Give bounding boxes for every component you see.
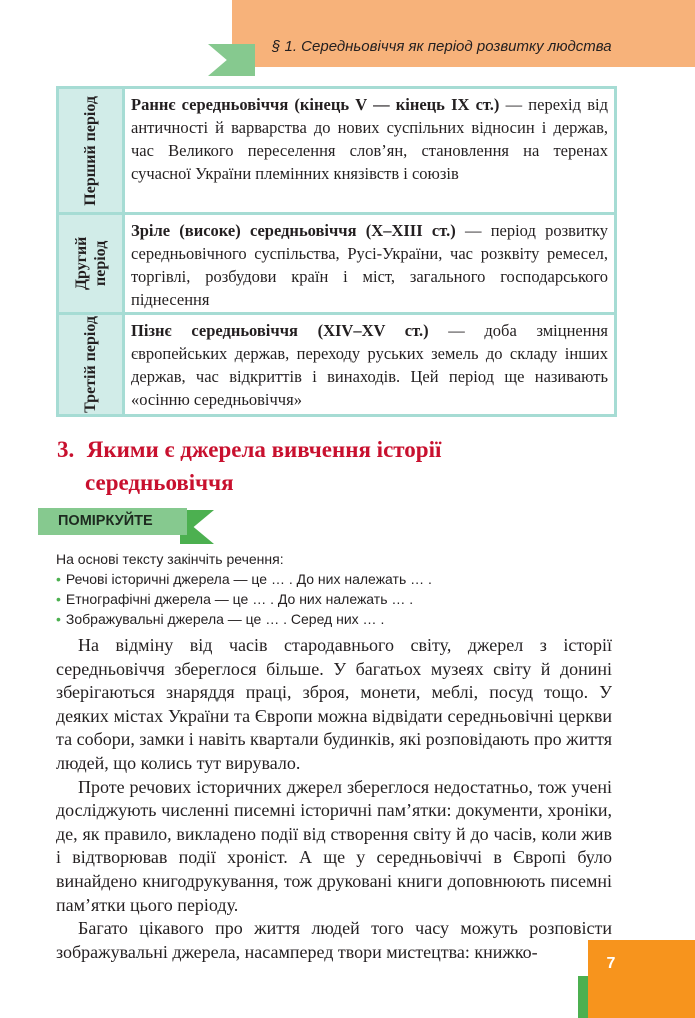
period-side-cell [59, 89, 125, 212]
period-row [59, 89, 614, 215]
period-side-label: Другий період [72, 236, 109, 291]
body-text [56, 634, 612, 964]
page-number-stripe [578, 976, 588, 1018]
period-side-label: Третій період [82, 316, 99, 413]
periods-table [56, 86, 617, 417]
paragraph: Проте речових історичних джерел збереглося недостатньо, тож учені досліджують численні писемні історичні пам’ятки: документи, хроніки, де, як правило, викладено події від створення світу й до часів, коли жив і відтворював події хроніст. А ще у середньовіччі в Європі було винайдено книгодрукування, тож друковані книги доповнюють писемні пам’ятки цього періоду. [56, 776, 612, 915]
running-header: § 1. Середньовіччя як період розвитку людства [272, 38, 612, 55]
think-task [56, 549, 616, 629]
period-text: — період розвитку середньовічного суспільства, Русі-України, час розквіту ремесел, торгівлі, розбудови країн і міст, загального господарського піднесення [131, 221, 608, 309]
period-description [125, 215, 614, 312]
section-title-line2: середньовіччя [85, 470, 234, 495]
period-name: Раннє середньовіччя (кінець V — кінець IX ст.) [131, 95, 500, 114]
section-title-line1: Якими є джерела вивчення історії [86, 437, 442, 462]
task-item-text: Зображувальні джерела — це … . Серед них … . [65, 611, 385, 627]
period-side-cell [59, 215, 125, 312]
period-side-label: Перший період [82, 95, 99, 206]
period-text: — доба зміцнення європейських держав, переходу руських земель до складу інших держав, час відкриттів і винаходів. Цей період ще називають «осінню середньовіччя» [131, 321, 608, 409]
period-side-cell [59, 315, 125, 414]
paragraph: На відміну від часів стародавнього світу, джерел з історії середньовіччя збереглося більше. У багатьох музеях світу й донині зберігаються знаряддя праці, зброя, монети, меблі, посуд тощо. У деяких містах України та Європи можна відвідати середньовічні церкви та собори, замки і навіть квартали будинків, які розповідають про життя людей, що колись тут вирувало. [56, 635, 612, 773]
task-item-text: Речові історичні джерела — це … . До них належать … . [65, 571, 432, 587]
task-intro: На основі тексту закінчіть речення: [56, 551, 284, 567]
period-name: Пізнє середньовіччя (XIV–XV ст.) [131, 321, 429, 340]
task-item [56, 609, 616, 629]
period-description [125, 315, 614, 414]
page-number-block [588, 940, 695, 1018]
paragraph: Багато цікавого про життя людей того часу можуть розповісти зображувальні джерела, насамперед твори мистецтва: книжко- [56, 918, 612, 962]
period-name: Зріле (високе) середньовіччя (X–XIII ст.) [131, 221, 456, 240]
period-row [59, 315, 614, 414]
task-item [56, 569, 616, 589]
header-ribbon [208, 44, 255, 76]
header-band [232, 0, 695, 67]
section-number: 3. [57, 437, 75, 462]
section-heading [57, 433, 617, 499]
period-description [125, 89, 614, 212]
page-number: 7 [606, 955, 616, 972]
task-item [56, 589, 616, 609]
period-text: — перехід від античності й варварства до нових суспільних відносин і держав, час Великого переселення слов’ян, становлення на теренах сучасної України племінних князівств і союзів [131, 95, 608, 183]
period-row [59, 215, 614, 315]
think-label: ПОМІРКУЙТЕ [38, 508, 187, 535]
task-list [56, 569, 616, 629]
task-item-text: Етнографічні джерела — це … . До них належать … . [65, 591, 414, 607]
